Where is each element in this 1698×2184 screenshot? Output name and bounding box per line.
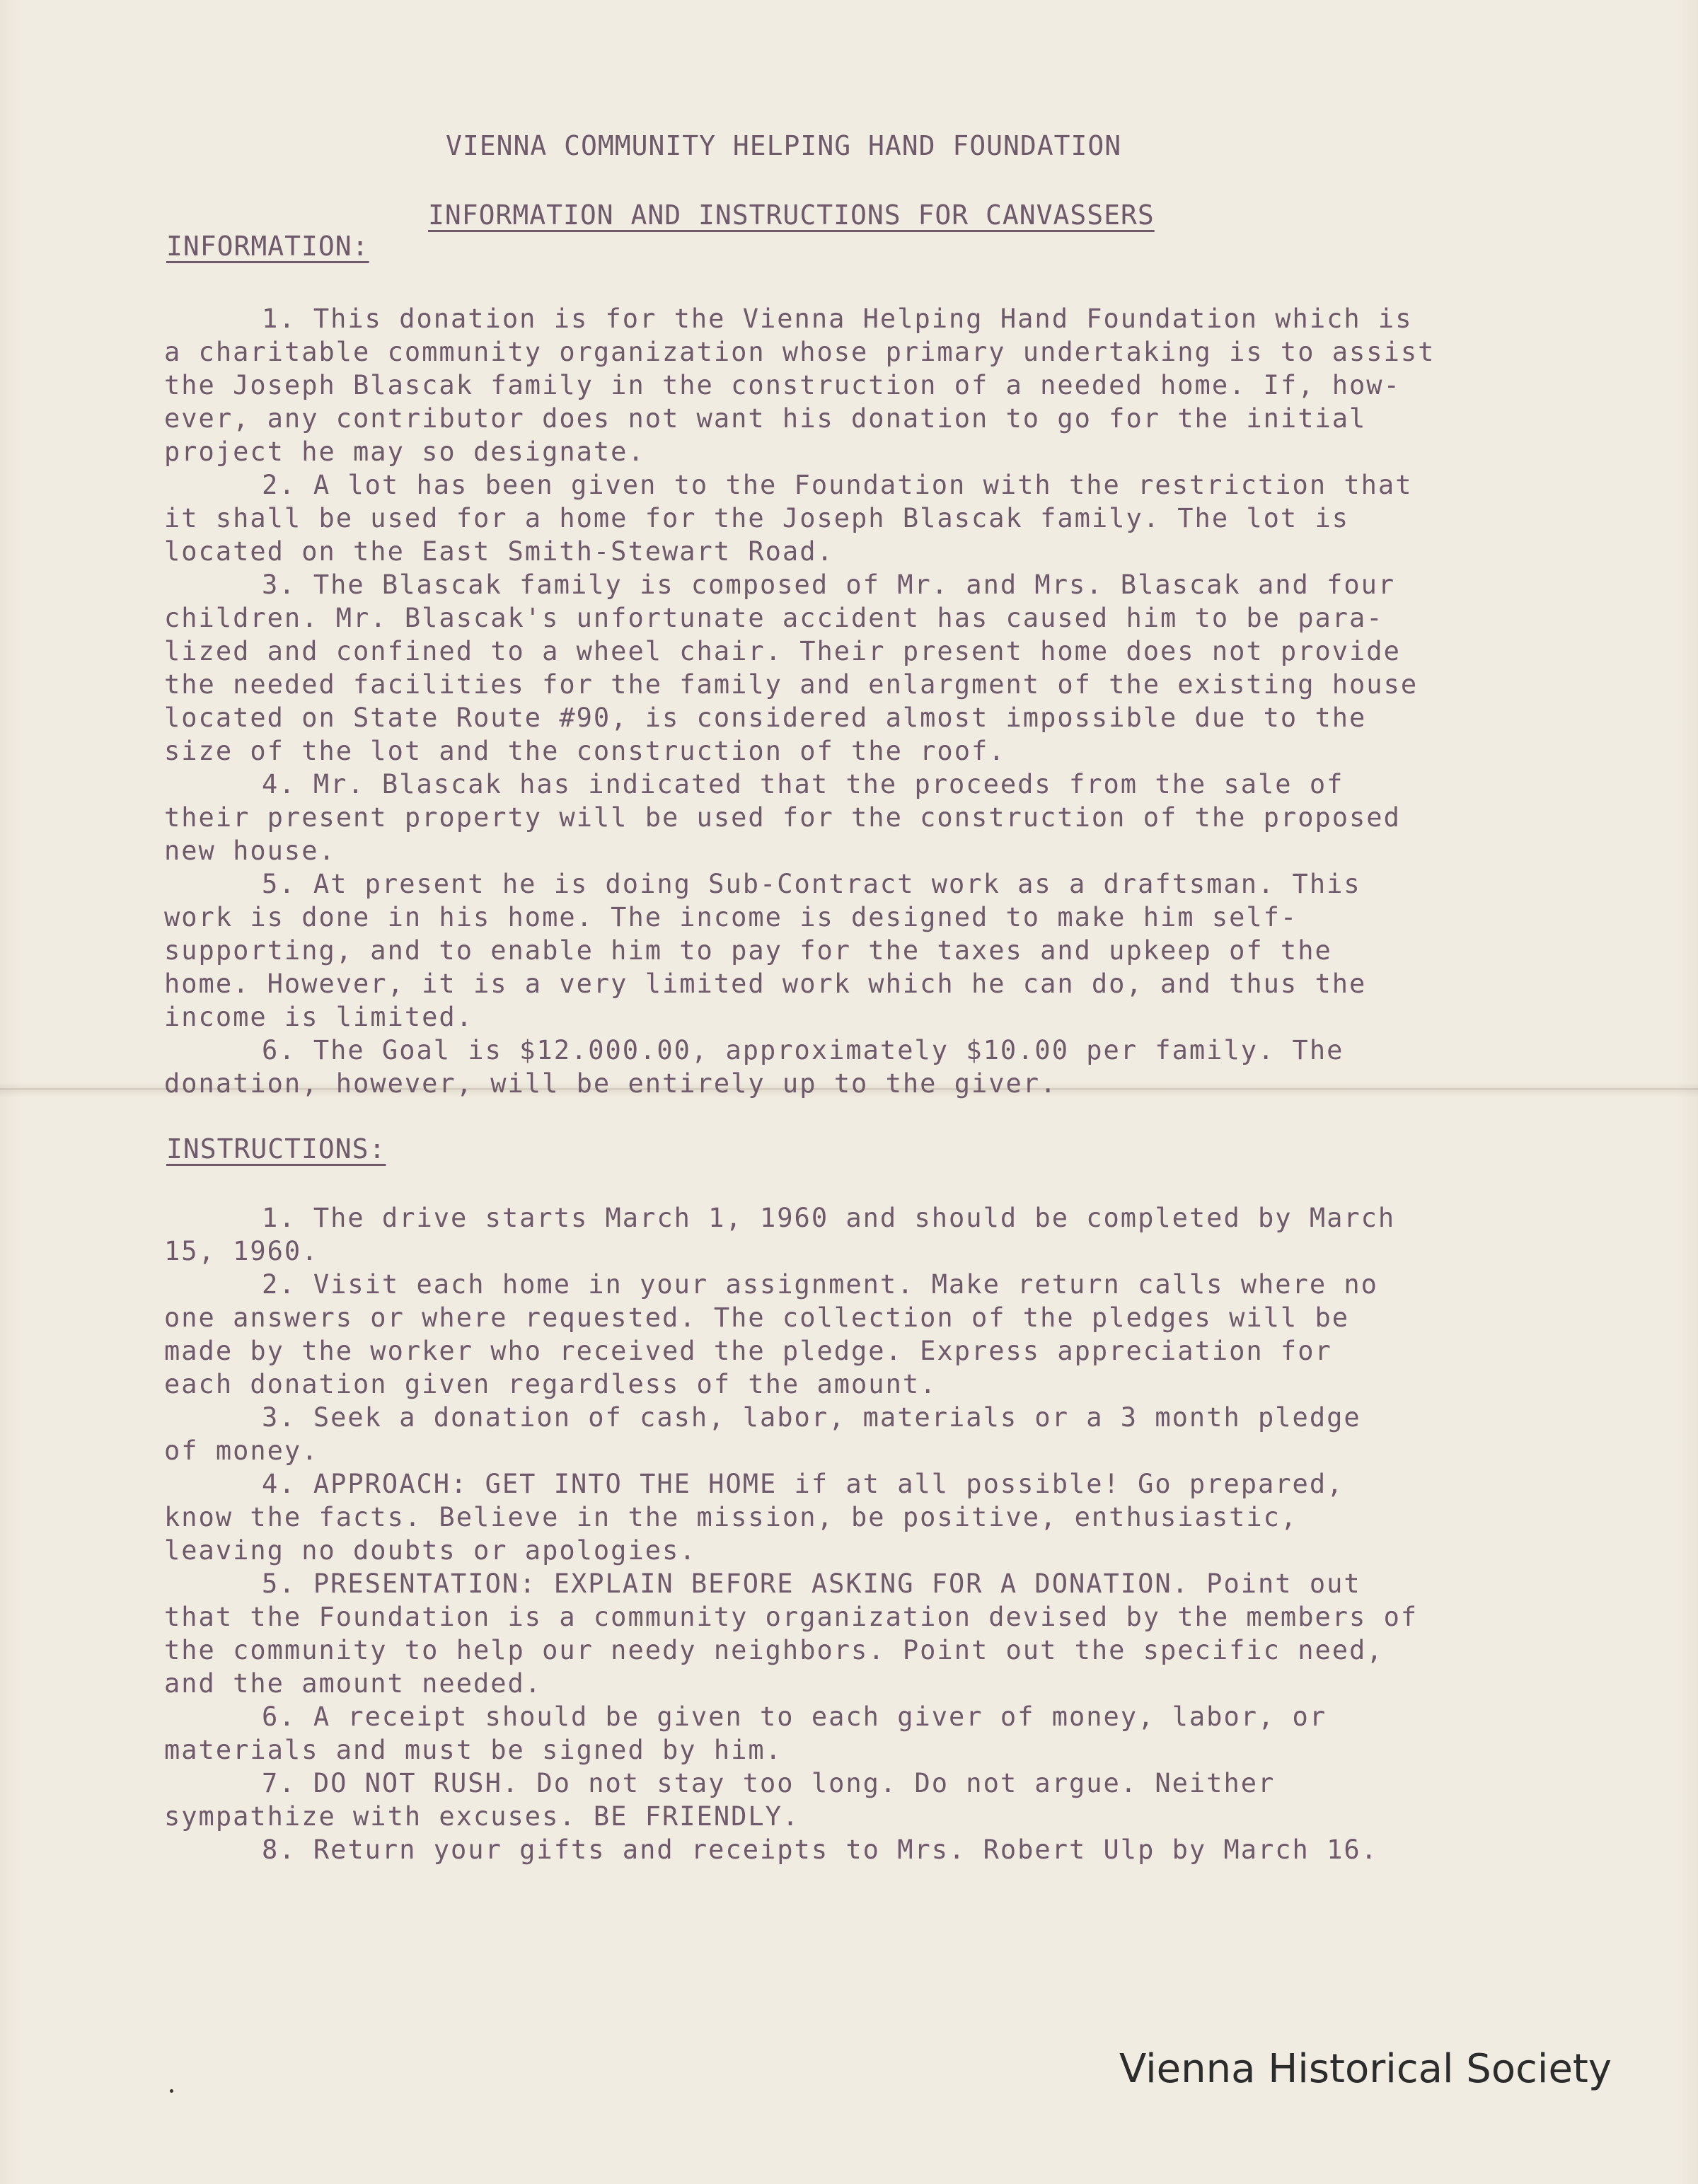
instruction-item [164,1268,1657,1401]
text-line: and the amount needed. [164,1668,543,1699]
text-line: home. However, it is a very limited work which he can do, and thus the [164,969,1367,999]
text-line: 5. At present he is doing Sub-Contract work as a draftsman. This [262,869,1361,899]
instruction-item [164,1201,1657,1268]
text-line: 6. A receipt should be given to each giver of money, labor, or [262,1701,1327,1732]
text-line: 1. The drive starts March 1, 1960 and should be completed by March [262,1203,1396,1233]
instructions-heading: INSTRUCTIONS: [166,1133,386,1165]
information-item [164,302,1657,468]
text-line: know the facts. Believe in the mission, be positive, enthusiastic, [164,1502,1298,1532]
text-line: a charitable community organization whose primary undertaking is to assist [164,337,1436,367]
text-line: lized and confined to a wheel chair. Their present home does not provide [164,636,1401,666]
watermark-credit: Vienna Historical Society [1119,2046,1612,2092]
text-line: supporting, and to enable him to pay for the taxes and upkeep of the [164,935,1332,966]
text-line: the Joseph Blascak family in the construction of a needed home. If, how- [164,370,1401,400]
organization-title: VIENNA COMMUNITY HELPING HAND FOUNDATION [446,130,1122,161]
text-line: new house. [164,836,336,866]
information-section [164,302,1657,1100]
information-item [164,1034,1657,1100]
text-line: 5. PRESENTATION: EXPLAIN BEFORE ASKING FOR A DONATION. Point out [262,1568,1361,1599]
information-item [164,867,1657,1034]
text-line: 7. DO NOT RUSH. Do not stay too long. Do not argue. Neither [262,1768,1276,1798]
text-line: 6. The Goal is $12.000.00, approximately $10.00 per family. The [262,1035,1344,1065]
paper-speck [170,2089,173,2093]
text-line: 15, 1960. [164,1236,319,1266]
information-item [164,768,1657,867]
text-line: 8. Return your gifts and receipts to Mrs. Robert Ulp by March 16. [262,1835,1378,1865]
instruction-item [164,1700,1657,1767]
text-line: children. Mr. Blascak's unfortunate accident has caused him to be para- [164,603,1384,633]
text-line: size of the lot and the construction of the roof. [164,736,1006,766]
text-line: 3. The Blascak family is composed of Mr. and Mrs. Blascak and four [262,570,1396,600]
text-line: 4. Mr. Blascak has indicated that the proceeds from the sale of [262,769,1344,799]
text-line: their present property will be used for the construction of the proposed [164,802,1401,833]
text-line: 3. Seek a donation of cash, labor, materials or a 3 month pledge [262,1402,1361,1433]
text-line: that the Foundation is a community organization devised by the members of [164,1602,1419,1632]
instruction-item [164,1467,1657,1567]
text-line: located on State Route #90, is considered almost impossible due to the [164,703,1367,733]
text-line: it shall be used for a home for the Joseph Blascak family. The lot is [164,503,1350,533]
document-heading: INFORMATION AND INSTRUCTIONS FOR CANVASSERS [428,200,1155,231]
information-item [164,468,1657,568]
text-line: ever, any contributor does not want his donation to go for the initial [164,403,1367,434]
text-line: made by the worker who received the pledge. Express appreciation for [164,1336,1332,1366]
instruction-item [164,1767,1657,1833]
instruction-item [164,1567,1657,1700]
text-line: work is done in his home. The income is designed to make him self- [164,902,1298,932]
instructions-section [164,1201,1657,1866]
information-item [164,568,1657,768]
text-line: one answers or where requested. The collection of the pledges will be [164,1302,1350,1333]
text-line: sympathize with excuses. BE FRIENDLY. [164,1801,800,1832]
text-line: donation, however, will be entirely up to the giver. [164,1068,1058,1099]
text-line: the community to help our needy neighbors. Point out the specific need, [164,1635,1384,1665]
instruction-item [164,1401,1657,1467]
text-line: project he may so designate. [164,437,645,467]
instruction-item [164,1833,1657,1866]
text-line: of money. [164,1435,319,1466]
text-line: the needed facilities for the family and enlargment of the existing house [164,669,1419,700]
text-line: leaving no doubts or apologies. [164,1535,697,1566]
text-line: 1. This donation is for the Vienna Helping Hand Foundation which is [262,304,1413,334]
text-line: income is limited. [164,1002,473,1032]
information-heading: INFORMATION: [166,231,369,262]
text-line: 2. A lot has been given to the Foundation with the restriction that [262,470,1413,500]
text-line: 4. APPROACH: GET INTO THE HOME if at all possible! Go prepared, [262,1469,1344,1499]
text-line: located on the East Smith-Stewart Road. [164,536,834,567]
text-line: 2. Visit each home in your assignment. Make return calls where no [262,1269,1378,1300]
text-line: each donation given regardless of the amount. [164,1369,937,1399]
text-line: materials and must be signed by him. [164,1735,782,1765]
